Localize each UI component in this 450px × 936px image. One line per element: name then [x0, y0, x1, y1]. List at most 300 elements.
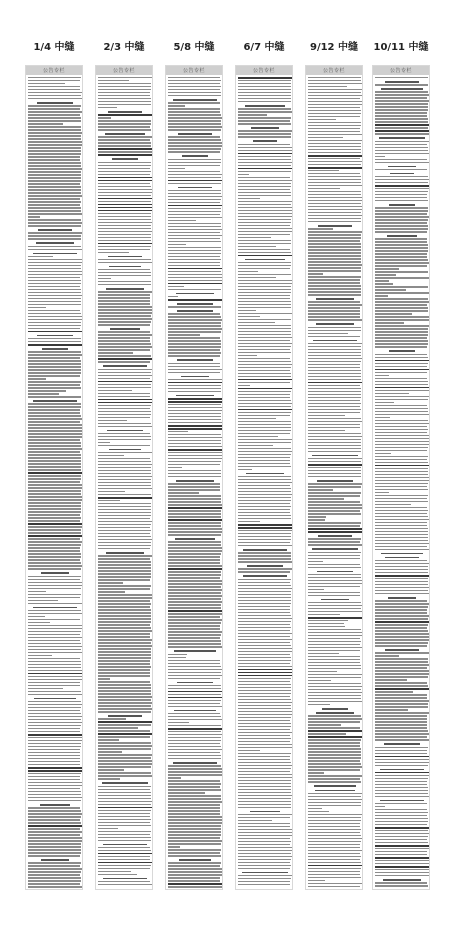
text-line	[98, 461, 151, 462]
text-line	[308, 883, 362, 884]
text-line	[28, 225, 81, 226]
text-line	[28, 262, 82, 263]
text-line	[98, 225, 151, 226]
text-line	[308, 644, 360, 645]
text-line	[308, 113, 361, 114]
text-line	[98, 748, 151, 749]
text-line	[308, 249, 361, 250]
text-line	[168, 654, 187, 655]
text-line	[168, 174, 222, 175]
text-line	[375, 821, 428, 822]
text-line	[238, 231, 292, 232]
text-line	[375, 658, 428, 659]
text-line	[28, 313, 81, 314]
text-line	[308, 212, 361, 213]
text-line	[98, 309, 152, 310]
text-line	[238, 340, 290, 341]
text-line	[28, 338, 81, 339]
text-line	[238, 237, 271, 238]
text-line	[98, 678, 110, 679]
text-line	[98, 813, 150, 814]
text-line	[308, 856, 361, 857]
text-line	[98, 594, 152, 595]
text-line	[308, 316, 360, 317]
text-line	[375, 337, 427, 338]
text-line	[375, 636, 429, 637]
text-line	[308, 448, 361, 449]
text-line	[238, 814, 292, 815]
text-line	[308, 835, 361, 836]
text-line	[308, 656, 360, 657]
text-line	[308, 531, 362, 533]
text-line	[28, 150, 81, 151]
text-line	[375, 733, 429, 734]
text-line	[375, 159, 427, 160]
text-line	[28, 520, 80, 521]
text-line	[238, 204, 291, 205]
text-line	[168, 737, 221, 738]
text-line	[375, 259, 428, 260]
text-line	[28, 517, 81, 518]
text-line	[375, 516, 428, 517]
text-line	[98, 792, 151, 793]
text-line	[375, 784, 427, 785]
text-line	[98, 352, 133, 353]
text-line	[389, 350, 415, 352]
text-line	[28, 679, 82, 680]
text-line	[178, 133, 212, 135]
text-line	[28, 874, 80, 875]
text-line	[375, 621, 429, 623]
text-line	[375, 513, 427, 514]
text-line	[238, 301, 291, 302]
text-line	[375, 423, 429, 424]
text-line	[238, 768, 291, 769]
text-line	[98, 687, 151, 688]
text-line	[98, 321, 151, 322]
text-line	[98, 884, 152, 885]
text-line	[103, 878, 148, 880]
text-line	[168, 580, 222, 581]
text-line	[238, 666, 292, 667]
text-line	[98, 77, 152, 78]
text-line	[375, 765, 428, 766]
text-line	[238, 286, 291, 287]
text-line	[308, 427, 360, 428]
text-line	[98, 281, 151, 282]
text-line	[168, 470, 221, 471]
text-line	[168, 253, 221, 254]
text-line	[168, 83, 220, 84]
text-line	[308, 608, 361, 609]
text-line	[375, 393, 409, 394]
text-line	[375, 712, 429, 713]
text-line	[238, 777, 292, 778]
text-line	[308, 267, 361, 268]
text-line	[98, 372, 151, 373]
text-line	[168, 325, 221, 326]
text-line	[238, 89, 291, 90]
text-line	[238, 750, 260, 751]
text-line	[381, 553, 422, 555]
text-line	[168, 151, 220, 152]
text-line	[98, 669, 150, 670]
text-line	[316, 712, 354, 714]
text-line	[238, 609, 290, 610]
text-line	[308, 611, 362, 612]
text-line	[98, 195, 151, 196]
text-line	[98, 272, 151, 273]
text-line	[238, 696, 290, 697]
text-line	[28, 816, 81, 817]
text-line	[98, 627, 151, 628]
text-line	[28, 559, 80, 560]
text-line	[375, 253, 427, 254]
text-line	[98, 834, 150, 835]
text-line	[238, 307, 291, 308]
text-line	[98, 393, 150, 394]
text-line	[98, 690, 151, 691]
spread-label: 9/12 中缝	[309, 42, 358, 53]
text-line	[98, 294, 150, 295]
text-line	[238, 838, 290, 839]
text-line	[28, 171, 81, 172]
text-line	[308, 343, 362, 344]
text-line	[98, 503, 151, 504]
text-line	[308, 686, 362, 687]
text-line	[375, 578, 428, 579]
text-line	[308, 301, 360, 302]
text-line	[107, 430, 144, 432]
text-line	[375, 241, 427, 242]
text-line	[98, 881, 150, 882]
text-line	[168, 379, 222, 380]
text-line	[168, 504, 222, 505]
text-line	[308, 128, 360, 129]
text-line	[98, 804, 151, 805]
text-line	[375, 222, 427, 223]
text-line	[238, 741, 290, 742]
text-line	[308, 176, 361, 177]
text-line	[98, 853, 152, 855]
text-line	[238, 841, 291, 842]
text-line	[375, 156, 385, 157]
text-line	[168, 574, 221, 575]
text-line	[168, 877, 220, 878]
text-line	[308, 327, 361, 328]
text-line	[98, 142, 151, 143]
text-line	[28, 331, 82, 333]
text-line	[308, 853, 360, 854]
text-line	[238, 801, 291, 802]
text-line	[308, 859, 360, 860]
text-line	[168, 583, 222, 584]
text-line	[238, 881, 290, 882]
text-line	[375, 661, 428, 662]
text-line	[375, 247, 428, 248]
text-line	[238, 295, 290, 296]
text-line	[98, 414, 151, 415]
text-line	[308, 605, 362, 606]
text-line	[375, 289, 406, 290]
text-line	[308, 641, 361, 642]
text-line	[168, 752, 220, 753]
text-line	[28, 472, 82, 474]
text-line	[28, 529, 81, 530]
text-line	[308, 442, 361, 443]
text-line	[308, 522, 361, 523]
text-line	[238, 660, 291, 661]
text-line	[316, 323, 354, 325]
text-line	[375, 664, 429, 665]
text-line	[168, 428, 222, 430]
text-line	[28, 232, 82, 233]
text-line	[28, 174, 81, 175]
text-line	[238, 512, 290, 513]
text-line	[238, 479, 291, 480]
text-line	[238, 720, 290, 721]
text-line	[28, 189, 81, 190]
text-line	[375, 133, 429, 134]
text-line	[238, 552, 291, 553]
text-line	[238, 427, 291, 428]
text-line	[375, 162, 429, 163]
text-line	[28, 794, 81, 795]
text-line	[98, 684, 151, 685]
text-line	[314, 785, 356, 787]
text-line	[28, 129, 81, 130]
text-line	[375, 848, 429, 849]
text-line	[98, 702, 152, 703]
text-line	[176, 293, 214, 295]
text-line	[375, 200, 428, 201]
text-line	[98, 555, 152, 556]
text-line	[28, 77, 81, 78]
text-line	[168, 685, 221, 686]
text-line	[375, 346, 427, 347]
text-line	[98, 210, 152, 212]
text-line	[308, 586, 360, 587]
text-line	[238, 868, 290, 869]
text-line	[28, 840, 82, 841]
text-line	[238, 648, 292, 649]
text-line	[238, 255, 292, 257]
text-line	[168, 565, 222, 566]
text-line	[308, 498, 344, 499]
text-line	[168, 725, 221, 726]
text-line	[98, 259, 151, 260]
text-line	[238, 850, 292, 851]
text-line	[308, 632, 362, 633]
text-line	[28, 588, 81, 589]
text-line	[38, 229, 71, 231]
text-line	[98, 730, 150, 731]
text-line	[168, 280, 222, 281]
text-line	[238, 506, 291, 507]
text-line	[308, 580, 362, 581]
text-line	[98, 494, 151, 495]
text-line	[308, 778, 360, 779]
text-line	[98, 816, 150, 817]
text-line	[28, 92, 82, 93]
text-line	[375, 495, 428, 496]
text-line	[168, 722, 189, 723]
text-line	[177, 310, 213, 312]
text-line	[308, 170, 339, 171]
text-line	[238, 744, 292, 745]
text-line	[98, 346, 152, 347]
text-line	[28, 535, 82, 537]
text-line	[375, 706, 428, 707]
text-line	[308, 346, 361, 347]
text-line	[375, 572, 428, 573]
text-line	[308, 461, 361, 462]
text-line	[238, 711, 292, 712]
text-line	[168, 398, 222, 400]
text-line	[98, 411, 151, 412]
text-line	[168, 313, 220, 314]
text-line	[28, 691, 81, 692]
text-line	[98, 515, 151, 516]
text-line	[388, 597, 417, 599]
text-line	[375, 655, 399, 656]
text-line	[308, 104, 362, 105]
text-line	[98, 868, 150, 869]
text-line	[28, 216, 40, 217]
text-line	[375, 537, 428, 538]
text-line	[28, 268, 81, 269]
text-line	[238, 482, 292, 483]
text-line	[375, 833, 429, 834]
text-line	[238, 533, 291, 534]
gutter-text-body	[238, 77, 290, 887]
text-line	[375, 465, 429, 467]
text-line	[308, 811, 329, 812]
text-line	[375, 228, 428, 229]
text-line	[308, 291, 361, 292]
text-line	[384, 743, 421, 745]
text-line	[168, 382, 222, 384]
text-line	[28, 538, 80, 539]
text-line	[375, 489, 428, 490]
text-line	[238, 582, 290, 583]
text-line	[375, 642, 428, 643]
text-line	[238, 382, 290, 383]
text-line	[168, 719, 222, 720]
text-line	[98, 530, 151, 531]
text-line	[308, 400, 360, 401]
text-line	[308, 252, 361, 253]
text-line	[98, 284, 151, 285]
text-line	[28, 430, 82, 431]
text-line	[98, 80, 129, 81]
text-line	[308, 307, 360, 308]
text-line	[28, 123, 63, 124]
text-line	[375, 268, 399, 269]
text-line	[98, 660, 150, 661]
text-line	[238, 795, 292, 796]
text-line	[168, 129, 221, 130]
text-line	[98, 455, 124, 456]
text-line	[98, 825, 151, 826]
text-line	[238, 364, 292, 365]
text-line	[168, 531, 222, 532]
text-line	[238, 503, 290, 504]
text-line	[308, 185, 362, 186]
spread-label: 1/4 中缝	[33, 42, 75, 53]
text-line	[28, 460, 81, 461]
text-line	[375, 274, 396, 275]
text-line	[375, 453, 391, 454]
text-line	[308, 467, 361, 468]
text-line	[174, 650, 216, 652]
text-line	[98, 262, 152, 263]
text-line	[380, 800, 425, 802]
text-line	[238, 542, 290, 543]
gutter-text-body	[168, 77, 220, 887]
text-line	[176, 480, 215, 482]
text-line	[28, 740, 82, 741]
text-line	[238, 331, 291, 332]
text-line	[238, 177, 290, 178]
text-line	[98, 789, 150, 790]
text-line	[308, 541, 360, 542]
text-line	[238, 388, 292, 390]
text-line	[28, 616, 45, 617]
text-line	[308, 388, 361, 389]
text-line	[102, 782, 148, 784]
text-line	[28, 579, 80, 580]
text-line	[28, 98, 82, 99]
text-line	[28, 183, 80, 184]
text-line	[375, 360, 429, 362]
text-line	[168, 159, 221, 160]
text-line	[98, 831, 151, 832]
text-line	[375, 676, 428, 677]
text-line	[375, 709, 408, 710]
text-line	[168, 148, 221, 149]
text-line	[375, 836, 428, 837]
text-line	[308, 680, 331, 681]
text-line	[98, 399, 152, 401]
text-line	[28, 375, 80, 376]
text-line	[28, 286, 80, 287]
text-line	[250, 811, 280, 813]
text-line	[98, 576, 151, 577]
text-line	[28, 807, 80, 808]
text-line	[98, 378, 150, 379]
text-line	[238, 518, 291, 519]
text-line	[168, 740, 221, 741]
text-line	[28, 761, 80, 762]
text-line	[308, 850, 362, 851]
text-line	[375, 328, 428, 329]
text-line	[168, 541, 221, 542]
text-line	[308, 650, 360, 651]
text-line	[375, 313, 412, 314]
text-line	[98, 582, 123, 583]
text-line	[375, 354, 427, 355]
text-line	[308, 385, 360, 386]
text-line	[375, 265, 427, 266]
text-line	[308, 261, 361, 262]
text-line	[28, 235, 81, 236]
text-line	[177, 359, 214, 361]
text-line	[98, 506, 151, 507]
text-line	[375, 560, 427, 561]
text-line	[28, 159, 80, 160]
text-line	[28, 511, 81, 512]
